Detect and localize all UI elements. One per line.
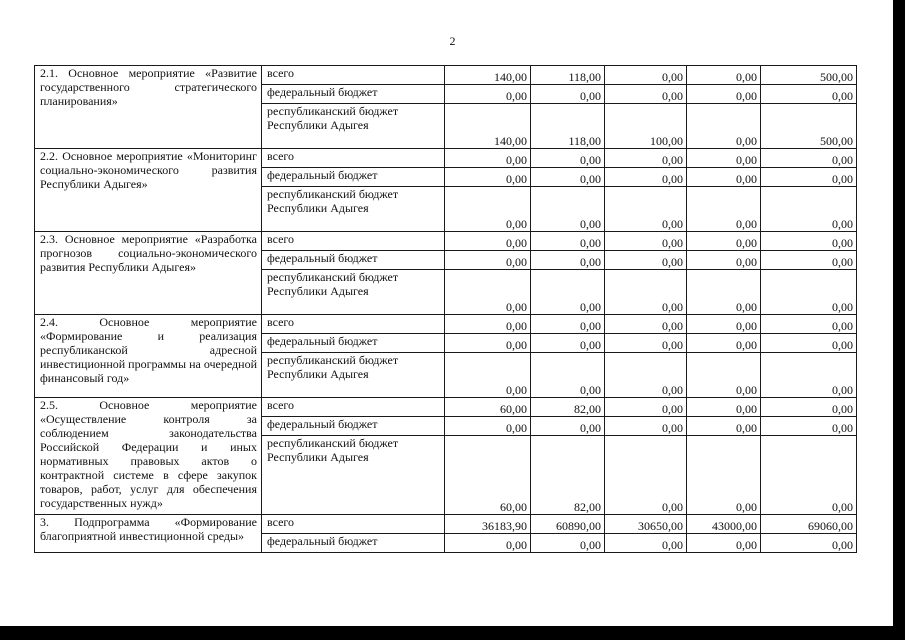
amount-cell: 0,00 (761, 398, 857, 417)
amount-cell: 0,00 (687, 85, 761, 104)
amount-cell: 0,00 (605, 436, 687, 515)
amount-cell: 69060,00 (761, 515, 857, 534)
source-total: всего (262, 315, 445, 334)
amount-cell: 0,00 (687, 187, 761, 232)
source-republic: республиканский бюджет Республики Адыгея (262, 104, 445, 149)
source-total: всего (262, 398, 445, 417)
source-federal: федеральный бюджет (262, 417, 445, 436)
amount-cell: 0,00 (761, 187, 857, 232)
amount-cell: 0,00 (445, 149, 531, 168)
table-row (35, 149, 857, 168)
scan-edge-right (893, 0, 905, 640)
amount-cell: 100,00 (605, 104, 687, 149)
amount-cell: 0,00 (531, 534, 605, 553)
activity-description: 2.3. Основное мероприятие «Разработка прогнозов социально-экономического развития Республики Адыгея» (35, 232, 262, 315)
amount-cell: 0,00 (531, 85, 605, 104)
source-federal: федеральный бюджет (262, 334, 445, 353)
amount-cell: 0,00 (687, 417, 761, 436)
amount-cell: 0,00 (445, 251, 531, 270)
activity-description: 2.2. Основное мероприятие «Мониторинг социально-экономического развития Республики Адыгея» (35, 149, 262, 232)
table-row (35, 398, 857, 417)
amount-cell: 0,00 (445, 353, 531, 398)
amount-cell: 0,00 (761, 149, 857, 168)
amount-cell: 0,00 (687, 534, 761, 553)
amount-cell: 0,00 (605, 270, 687, 315)
source-federal: федеральный бюджет (262, 85, 445, 104)
amount-cell: 0,00 (761, 85, 857, 104)
amount-cell: 0,00 (687, 251, 761, 270)
source-total: всего (262, 66, 445, 85)
table-row (35, 66, 857, 85)
amount-cell: 0,00 (761, 168, 857, 187)
source-republic: республиканский бюджет Республики Адыгея (262, 187, 445, 232)
amount-cell: 0,00 (687, 436, 761, 515)
page-number: 2 (449, 34, 456, 48)
activity-description: 2.5. Основное мероприятие «Осуществление контроля за соблюдением законодательства Российской Федерации и иных нормативных правовых актов о контрактной системе в сфере закупок товаров, работ, услуг для обеспечения государственных нужд» (35, 398, 262, 515)
source-federal: федеральный бюджет (262, 534, 445, 553)
amount-cell: 0,00 (531, 353, 605, 398)
amount-cell: 0,00 (445, 334, 531, 353)
table-body (35, 66, 857, 553)
amount-cell: 0,00 (605, 353, 687, 398)
amount-cell: 118,00 (531, 104, 605, 149)
amount-cell: 60,00 (445, 398, 531, 417)
amount-cell: 0,00 (687, 149, 761, 168)
activity-description: 2.4. Основное мероприятие «Формирование и реализация республиканской адресной инвестиционной программы на очередной финансовый год» (35, 315, 262, 398)
source-federal: федеральный бюджет (262, 251, 445, 270)
amount-cell: 0,00 (531, 168, 605, 187)
amount-cell: 0,00 (687, 66, 761, 85)
amount-cell: 0,00 (531, 251, 605, 270)
activity-description: 2.1. Основное мероприятие «Развитие государственного стратегического планирования» (35, 66, 262, 149)
amount-cell: 0,00 (605, 85, 687, 104)
amount-cell: 0,00 (605, 251, 687, 270)
amount-cell: 0,00 (445, 270, 531, 315)
amount-cell: 0,00 (761, 270, 857, 315)
amount-cell: 0,00 (531, 232, 605, 251)
amount-cell: 0,00 (687, 270, 761, 315)
amount-cell: 60890,00 (531, 515, 605, 534)
amount-cell: 0,00 (531, 187, 605, 232)
amount-cell: 0,00 (605, 417, 687, 436)
amount-cell: 0,00 (761, 315, 857, 334)
amount-cell: 0,00 (531, 270, 605, 315)
amount-cell: 0,00 (761, 251, 857, 270)
amount-cell: 500,00 (761, 66, 857, 85)
amount-cell: 0,00 (605, 334, 687, 353)
source-total: всего (262, 232, 445, 251)
amount-cell: 0,00 (687, 353, 761, 398)
amount-cell: 0,00 (605, 187, 687, 232)
amount-cell: 0,00 (445, 168, 531, 187)
amount-cell: 118,00 (531, 66, 605, 85)
amount-cell: 0,00 (761, 436, 857, 515)
amount-cell: 0,00 (531, 334, 605, 353)
amount-cell: 0,00 (605, 232, 687, 251)
amount-cell: 82,00 (531, 436, 605, 515)
amount-cell: 0,00 (687, 398, 761, 417)
amount-cell: 0,00 (687, 232, 761, 251)
amount-cell: 30650,00 (605, 515, 687, 534)
amount-cell: 0,00 (445, 85, 531, 104)
table-row (35, 232, 857, 251)
amount-cell: 60,00 (445, 436, 531, 515)
amount-cell: 0,00 (687, 168, 761, 187)
amount-cell: 0,00 (445, 232, 531, 251)
amount-cell: 0,00 (605, 168, 687, 187)
amount-cell: 43000,00 (687, 515, 761, 534)
amount-cell: 0,00 (761, 534, 857, 553)
amount-cell: 0,00 (687, 334, 761, 353)
amount-cell: 0,00 (605, 66, 687, 85)
amount-cell: 140,00 (445, 66, 531, 85)
amount-cell: 0,00 (531, 417, 605, 436)
activity-description: 3. Подпрограмма «Формирование благоприятной инвестиционной среды» (35, 515, 262, 553)
source-republic: республиканский бюджет Республики Адыгея (262, 270, 445, 315)
scan-edge-bottom (0, 626, 905, 640)
amount-cell: 500,00 (761, 104, 857, 149)
source-total: всего (262, 149, 445, 168)
source-republic: республиканский бюджет Республики Адыгея (262, 436, 445, 515)
table-row (35, 515, 857, 534)
table-row (35, 315, 857, 334)
amount-cell: 0,00 (761, 334, 857, 353)
amount-cell: 0,00 (445, 417, 531, 436)
amount-cell: 0,00 (761, 232, 857, 251)
amount-cell: 0,00 (761, 417, 857, 436)
amount-cell: 0,00 (605, 315, 687, 334)
source-republic: республиканский бюджет Республики Адыгея (262, 353, 445, 398)
amount-cell: 0,00 (605, 398, 687, 417)
amount-cell: 0,00 (605, 149, 687, 168)
amount-cell: 0,00 (761, 353, 857, 398)
amount-cell: 0,00 (531, 315, 605, 334)
amount-cell: 36183,90 (445, 515, 531, 534)
source-total: всего (262, 515, 445, 534)
amount-cell: 0,00 (687, 315, 761, 334)
source-federal: федеральный бюджет (262, 168, 445, 187)
amount-cell: 0,00 (531, 149, 605, 168)
amount-cell: 0,00 (687, 104, 761, 149)
amount-cell: 0,00 (445, 187, 531, 232)
amount-cell: 0,00 (445, 534, 531, 553)
amount-cell: 0,00 (605, 534, 687, 553)
amount-cell: 82,00 (531, 398, 605, 417)
budget-table (34, 65, 857, 553)
amount-cell: 140,00 (445, 104, 531, 149)
amount-cell: 0,00 (445, 315, 531, 334)
